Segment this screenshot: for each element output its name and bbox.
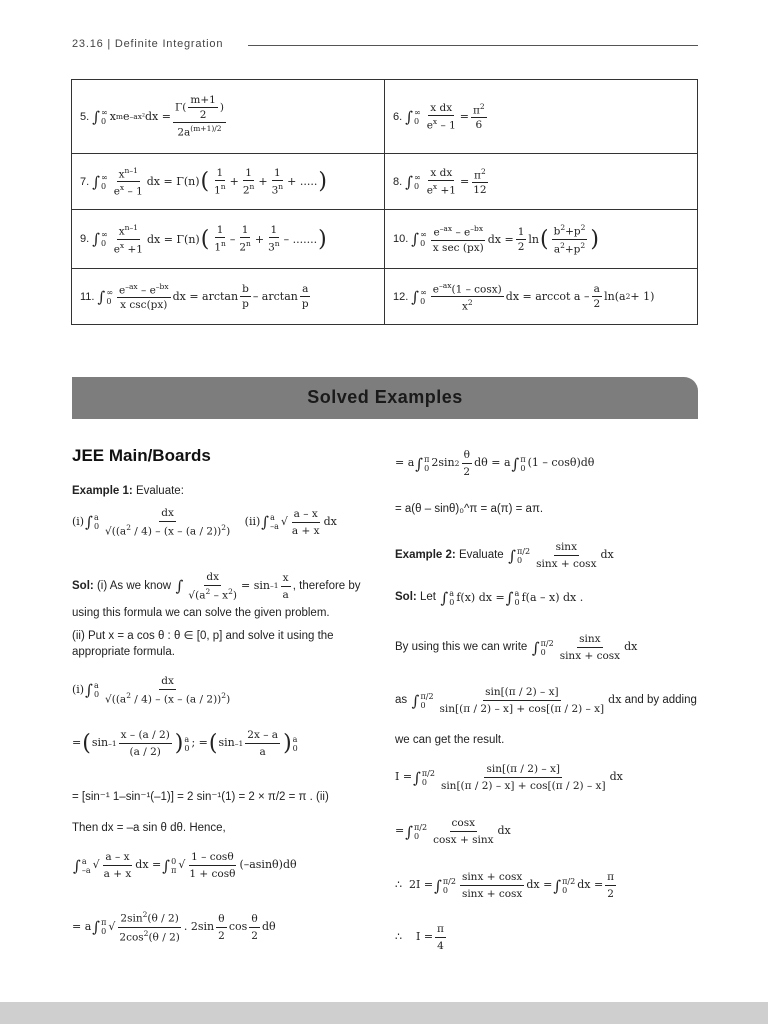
using-line: By using this we can write ∫ π/2 0 $\frac{\sin x}{\sin x + \cos x}$ dx — [395, 633, 638, 663]
example-1-parts: (i) ∫ a 0 $\frac{dx}{√((a^2 / 4) - (x - (a / 2))^2)}$ (ii) ∫ a –a √ $\frac{a - x}{a + x}$ dx — [72, 507, 337, 538]
then-text: Then dx = –a sin θ dθ. Hence, — [72, 822, 226, 834]
formula-cell-11: 11. ∫ ∞ 0 $\frac{e^{-ax} - e^{-bx}}{\text{x csc(px)}}$ dx = arctan $\frac{b}{p}$ – arctan $\frac{a}{p}$ — [72, 269, 385, 325]
formula-cell-8: 8. ∫ ∞ 0 $\frac{\text{x dx}}{e^x +1}$ = $\frac{\pi^2}{12}$ — [385, 154, 698, 210]
example-2-heading: Example 2: Evaluate ∫ π/2 0 $\frac{\sin x}{\sin x + \cos x}$ dx — [395, 541, 614, 571]
solution-let: Let — [419, 591, 436, 604]
formula-cell-7: 7. ∫ ∞ 0 $\frac{x^{n-1}}{e^x - 1}$ dx = Γ(n) ( $\frac{1}{1^n}$ + $\frac{1}{2^n}$ + $\frac{1}{3^n}$ + ..... ) — [72, 154, 385, 210]
part-2-substitution: ∫ a –a √ $\frac{a - x}{a + x}$ dx = ∫ 0 π √ $\frac{1 - \cos\theta}{1 + \cos\theta}$ (–asinθ)dθ — [73, 851, 297, 881]
example-1-label: Example 1: — [72, 485, 133, 497]
formula-cell-12: 12. ∫ ∞ 0 $\frac{e^{-ax}(1 - \cos x)}{x^2}$ dx = arccot a – $\frac{a}{2}$ ln(a 2 + 1) — [385, 269, 698, 325]
part-1-integral: (i) ∫ a 0 $\frac{dx}{√((a^2 / 4) - (x - (a / 2))^2)}$ — [72, 675, 231, 706]
adding-text: and by adding — [624, 693, 697, 706]
using-text: By using this we can write — [395, 640, 528, 653]
solution-text: (i) As we know — [96, 579, 172, 592]
section-title: JEE Main/Boards — [72, 446, 211, 465]
solution-text-2: using this formula we can solve the given problem. — [72, 607, 330, 619]
part-2-text: (ii) Put x = a cos θ : θ ∈ [0, p] and solve it using the appropriate formula. — [72, 630, 334, 658]
formula-cell-9: 9. ∫ ∞ 0 $\frac{x^{n-1}}{e^x +1}$ dx = Γ(n) ( $\frac{1}{1^n}$ – $\frac{1}{2^n}$ + $\frac{1}{3^n}$ – ....... ) — [72, 210, 385, 269]
table-row — [72, 80, 698, 154]
table-row — [72, 210, 698, 269]
evaluation-line: = [sin⁻¹ 1–sin⁻¹(–1)] = 2 sin⁻¹(1) = 2 × π/2 = π . (ii) — [72, 791, 329, 803]
part-1-evaluation: = ( sin –1 $\frac{x - (a / 2)}{(a / 2)}$ ) a 0 ; = ( sin –1 $\frac{2x - a}{a}$ ) a 0 — [72, 729, 298, 759]
part-2-simplified: = a ∫ π 0 √ $\frac{2\sin^2(\theta / 2)}{2\cos^2(\theta / 2)}$ . 2sin $\frac{\theta}{2}$ cos $\frac{\theta}{2}$ dθ — [72, 910, 276, 944]
banner-title: Solved Examples — [307, 387, 463, 407]
table-row — [72, 154, 698, 210]
solution-tail: , therefore by — [292, 579, 361, 592]
solved-examples-banner — [72, 377, 698, 419]
solution-label: Sol: — [72, 579, 94, 592]
example-1-prompt: Evaluate: — [135, 485, 184, 497]
formula-cell-10: 10. ∫ ∞ 0 $\frac{e^{-ax} - e^{-bx}}{\text{x sec (px)}}$ dx = $\frac{1}{2}$ ln ( $\frac{b^2+p^2}{a^2+p^2}$ ) — [385, 210, 698, 269]
solution-label: Sol: — [395, 591, 417, 604]
example-2-solution: Sol: Let ∫ a 0 f(x) dx = ∫ a 0 f(a – x) dx . — [395, 589, 584, 608]
page-header — [72, 38, 698, 52]
example-2-label: Example 2: — [395, 548, 456, 561]
footer-bar — [0, 1002, 768, 1024]
i-definition: I = ∫ π/2 0 $\frac{\sin[(\pi / 2) - x]}{\sin[(\pi / 2) - x] + \cos[(\pi / 2) - x]}$ dx — [395, 763, 623, 793]
solution-intro: Sol: (i) As we know ∫ $\frac{dx}{√(a^2 - x^2)}$ = sin –1 $\frac{x}{a}$ , therefore by — [72, 571, 361, 602]
two-i-line: ∴ 2I = ∫ π/2 0 $\frac{\sin x + \cos x}{\sin x + \cos x}$ dx = ∫ π/2 0 dx = $\frac{\pi}{2}$ — [395, 871, 615, 901]
header-text: 23.16 | Definite Integration — [72, 38, 224, 50]
as-line: as ∫ π/2 0 $\frac{\sin[(\pi / 2) - x]}{\sin[(\pi / 2) - x] + \cos[(\pi / 2) - x]}$ dx and by adding — [395, 686, 697, 716]
i-cos-form: = ∫ π/2 0 $\frac{\cos x}{\cos x + \sin x}$ dx — [395, 817, 511, 847]
header-rule — [248, 45, 698, 46]
final-answer: ∴ I = $\frac{\pi}{4}$ — [395, 923, 444, 953]
table-row — [72, 269, 698, 325]
left-column — [72, 440, 377, 944]
part-2-continued: = a ∫ π 0 2sin 2 $\frac{\theta}{2}$ dθ = a ∫ π 0 (1 – cosθ)dθ — [395, 449, 595, 479]
part-2-result: = a(θ – sinθ)₀^π = a(π) = aπ. — [395, 503, 544, 515]
result-text: we can get the result. — [395, 734, 505, 746]
example-1-heading — [72, 484, 377, 500]
formula-cell-5: 5. ∫ ∞ 0 x m e –ax² dx = Γ( $\frac{m+1}{2}$ ) $2a^{(m+1)/2}$ — [72, 80, 385, 154]
formula-cell-6: 6. ∫ ∞ 0 $\frac{\text{x dx}}{e^x - 1}$ = $\frac{\pi^2}{6}$ — [385, 80, 698, 154]
example-2-prompt: Evaluate — [458, 548, 504, 561]
formula-table — [71, 79, 698, 325]
as-text: as — [395, 693, 408, 706]
